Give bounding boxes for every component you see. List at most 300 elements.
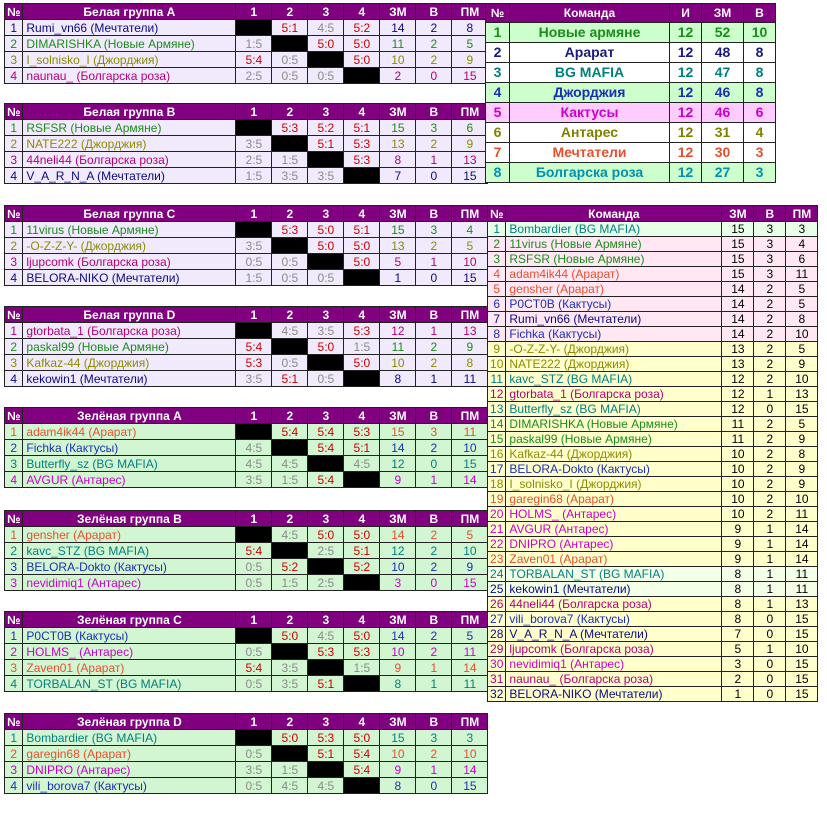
player-name: kavc_STZ (BG MAFIA) <box>506 372 722 387</box>
score-cell: 5:4 <box>308 472 344 488</box>
header-zm: ЗМ <box>380 714 416 730</box>
pm-cell: 9 <box>786 477 818 492</box>
header-team: Команда <box>506 206 722 222</box>
group-title: Белая группа D <box>23 307 236 323</box>
rank-number: 2 <box>488 237 506 252</box>
row-number: 3 <box>5 355 23 371</box>
pm-cell: 10 <box>786 492 818 507</box>
pm-cell: 15 <box>452 778 488 794</box>
pm-cell: 10 <box>452 746 488 762</box>
self-cell <box>272 339 308 355</box>
pm-cell: 15 <box>786 672 818 687</box>
player-name: kekowin1 (Мечтатели) <box>23 371 236 387</box>
header-pm: ПМ <box>452 206 488 222</box>
v-cell: 0 <box>754 657 786 672</box>
rank-number: 23 <box>488 552 506 567</box>
header-num: № <box>5 104 23 120</box>
v-cell: 3 <box>416 120 452 136</box>
player-name: Butterfly_sz (BG MAFIA) <box>23 456 236 472</box>
row-number: 1 <box>5 120 23 136</box>
rank-number: 32 <box>488 687 506 702</box>
score-cell: 3:5 <box>272 168 308 184</box>
score-cell: 3:5 <box>236 472 272 488</box>
pm-cell: 14 <box>452 660 488 676</box>
header-zm: ЗМ <box>380 511 416 527</box>
player-name: paskal99 (Новые Армяне) <box>23 339 236 355</box>
self-cell <box>308 762 344 778</box>
score-cell: 5:0 <box>344 238 380 254</box>
table-row <box>5 68 488 84</box>
player-name: V_A_R_N_A (Мечтатели) <box>506 627 722 642</box>
v-cell: 1 <box>416 676 452 692</box>
player-name: AVGUR (Антарес) <box>506 522 722 537</box>
score-cell: 5:1 <box>308 676 344 692</box>
table-row <box>5 323 488 339</box>
score-cell: 4:5 <box>272 527 308 543</box>
header-i: И <box>670 4 702 23</box>
pm-cell: 14 <box>452 472 488 488</box>
zm-cell: 8 <box>722 612 754 627</box>
rank-number: 16 <box>488 447 506 462</box>
v-cell: 3 <box>754 237 786 252</box>
team-zm: 46 <box>702 83 744 103</box>
table-row <box>488 357 818 372</box>
table-row <box>488 522 818 537</box>
team-zm: 31 <box>702 123 744 143</box>
v-cell: 2 <box>416 339 452 355</box>
row-number: 2 <box>5 746 23 762</box>
self-cell <box>344 778 380 794</box>
row-number: 3 <box>5 575 23 591</box>
score-cell: 5:2 <box>272 559 308 575</box>
pm-cell: 11 <box>786 582 818 597</box>
table-row <box>5 20 488 36</box>
row-number: 3 <box>5 52 23 68</box>
player-name: naunau_ (Болгарска роза) <box>506 672 722 687</box>
group-table <box>4 205 488 286</box>
table-row <box>5 456 488 472</box>
team-zm: 47 <box>702 63 744 83</box>
zm-cell: 8 <box>380 676 416 692</box>
score-cell: 4:5 <box>308 778 344 794</box>
player-name: naunau_ (Болгарска роза) <box>23 68 236 84</box>
self-cell <box>344 676 380 692</box>
v-cell: 2 <box>754 417 786 432</box>
header-col-2: 2 <box>272 612 308 628</box>
zm-cell: 5 <box>722 642 754 657</box>
header-col-4: 4 <box>344 307 380 323</box>
zm-cell: 15 <box>380 120 416 136</box>
table-row <box>5 339 488 355</box>
table-row <box>5 676 488 692</box>
header-col-1: 1 <box>236 307 272 323</box>
zm-cell: 1 <box>380 270 416 286</box>
row-number: 2 <box>5 543 23 559</box>
zm-cell: 11 <box>722 417 754 432</box>
rank-number: 19 <box>488 492 506 507</box>
pm-cell: 9 <box>786 462 818 477</box>
pm-cell: 5 <box>786 342 818 357</box>
v-cell: 0 <box>416 168 452 184</box>
score-cell: 5:3 <box>272 120 308 136</box>
rank-number: 8 <box>488 327 506 342</box>
score-cell: 5:2 <box>308 120 344 136</box>
score-cell: 5:1 <box>344 222 380 238</box>
header-col-1: 1 <box>236 4 272 20</box>
row-number: 3 <box>5 660 23 676</box>
group-table <box>4 713 488 794</box>
v-cell: 1 <box>754 522 786 537</box>
zm-cell: 2 <box>380 68 416 84</box>
zm-cell: 8 <box>380 152 416 168</box>
pm-cell: 9 <box>452 559 488 575</box>
player-name: Butterfly_sz (BG MAFIA) <box>506 402 722 417</box>
v-cell: 2 <box>754 312 786 327</box>
pm-cell: 15 <box>452 270 488 286</box>
pm-cell: 13 <box>786 387 818 402</box>
table-row <box>5 238 488 254</box>
pm-cell: 5 <box>786 297 818 312</box>
zm-cell: 10 <box>722 492 754 507</box>
pm-cell: 4 <box>786 237 818 252</box>
header-pm: ПМ <box>452 104 488 120</box>
team-name: Джорджия <box>510 83 670 103</box>
score-cell: 1:5 <box>236 270 272 286</box>
team-v: 6 <box>744 103 776 123</box>
self-cell <box>344 168 380 184</box>
pm-cell: 9 <box>452 52 488 68</box>
pm-cell: 13 <box>786 597 818 612</box>
rank-number: 1 <box>488 222 506 237</box>
table-row <box>488 582 818 597</box>
team-rank: 8 <box>486 163 510 183</box>
zm-cell: 12 <box>380 456 416 472</box>
rank-number: 4 <box>488 267 506 282</box>
pm-cell: 15 <box>786 657 818 672</box>
header-v: В <box>416 206 452 222</box>
table-row <box>5 762 488 778</box>
score-cell: 0:5 <box>272 270 308 286</box>
zm-cell: 12 <box>722 402 754 417</box>
zm-cell: 10 <box>380 52 416 68</box>
header-pm: ПМ <box>452 4 488 20</box>
header-col-4: 4 <box>344 714 380 730</box>
player-name: BELORA-NIKO (Мечтатели) <box>23 270 236 286</box>
player-name: I_solnisko_I (Джорджия) <box>506 477 722 492</box>
zm-cell: 15 <box>380 730 416 746</box>
table-row <box>5 746 488 762</box>
player-name: AVGUR (Антарес) <box>23 472 236 488</box>
player-name: P0CT0B (Кактусы) <box>23 628 236 644</box>
score-cell: 5:0 <box>272 730 308 746</box>
rank-number: 5 <box>488 282 506 297</box>
header-zm: ЗМ <box>380 4 416 20</box>
score-cell: 0:5 <box>236 746 272 762</box>
v-cell: 2 <box>754 297 786 312</box>
header-num: № <box>486 4 510 23</box>
header-col-2: 2 <box>272 206 308 222</box>
team-rank: 4 <box>486 83 510 103</box>
zm-cell: 10 <box>380 355 416 371</box>
player-name: -O-Z-Z-Y- (Джорджия) <box>506 342 722 357</box>
header-num: № <box>5 408 23 424</box>
v-cell: 2 <box>754 432 786 447</box>
player-name: 44neli44 (Болгарска роза) <box>23 152 236 168</box>
score-cell: 1:5 <box>236 168 272 184</box>
zm-cell: 10 <box>722 477 754 492</box>
team-row <box>486 23 776 43</box>
score-cell: 5:4 <box>236 660 272 676</box>
player-name: vili_borova7 (Кактусы) <box>506 612 722 627</box>
v-cell: 2 <box>754 372 786 387</box>
zm-cell: 3 <box>380 575 416 591</box>
team-header-row <box>486 4 776 23</box>
table-row <box>5 120 488 136</box>
score-cell: 5:2 <box>344 20 380 36</box>
team-row <box>486 163 776 183</box>
table-row <box>488 222 818 237</box>
zm-cell: 14 <box>380 628 416 644</box>
row-number: 3 <box>5 152 23 168</box>
zm-cell: 11 <box>380 339 416 355</box>
score-cell: 5:4 <box>236 543 272 559</box>
player-name: adam4ik44 (Арарат) <box>23 424 236 440</box>
score-cell: 3:5 <box>236 136 272 152</box>
pm-cell: 3 <box>452 730 488 746</box>
player-name: adam4ik44 (Арарат) <box>506 267 722 282</box>
player-name: vili_borova7 (Кактусы) <box>23 778 236 794</box>
score-cell: 5:2 <box>344 559 380 575</box>
rank-number: 27 <box>488 612 506 627</box>
header-v: В <box>416 307 452 323</box>
player-name: ljupcomk (Болгарска роза) <box>23 254 236 270</box>
self-cell <box>272 440 308 456</box>
table-row <box>488 477 818 492</box>
header-col-3: 3 <box>308 612 344 628</box>
pm-cell: 10 <box>786 327 818 342</box>
score-cell: 5:0 <box>344 254 380 270</box>
score-cell: 5:1 <box>344 543 380 559</box>
header-zm: ЗМ <box>380 206 416 222</box>
table-row <box>488 627 818 642</box>
player-name: BELORA-Dokto (Кактусы) <box>23 559 236 575</box>
team-games: 12 <box>670 103 702 123</box>
table-row <box>488 507 818 522</box>
pm-cell: 11 <box>786 567 818 582</box>
row-number: 1 <box>5 424 23 440</box>
table-row <box>488 297 818 312</box>
v-cell: 2 <box>416 559 452 575</box>
self-cell <box>236 628 272 644</box>
score-cell: 1:5 <box>236 36 272 52</box>
header-col-3: 3 <box>308 104 344 120</box>
header-col-2: 2 <box>272 307 308 323</box>
score-cell: 5:0 <box>308 527 344 543</box>
self-cell <box>344 575 380 591</box>
pm-cell: 8 <box>452 20 488 36</box>
row-number: 3 <box>5 559 23 575</box>
pm-cell: 11 <box>452 644 488 660</box>
group-header-row <box>5 408 488 424</box>
table-row <box>488 342 818 357</box>
table-row <box>5 371 488 387</box>
team-rank: 5 <box>486 103 510 123</box>
score-cell: 5:4 <box>236 52 272 68</box>
group-title: Зелёная группа C <box>23 612 236 628</box>
group-table <box>4 103 488 184</box>
player-name: I_solnisko_I (Джорджия) <box>23 52 236 68</box>
zm-cell: 14 <box>722 282 754 297</box>
v-cell: 2 <box>416 628 452 644</box>
group-table <box>4 510 488 591</box>
rank-number: 6 <box>488 297 506 312</box>
zm-cell: 13 <box>380 238 416 254</box>
rank-number: 15 <box>488 432 506 447</box>
self-cell <box>344 270 380 286</box>
player-name: garegin68 (Арарат) <box>506 492 722 507</box>
pm-cell: 10 <box>786 642 818 657</box>
score-cell: 5:3 <box>236 355 272 371</box>
score-cell: 1:5 <box>272 575 308 591</box>
pm-cell: 11 <box>452 371 488 387</box>
team-games: 12 <box>670 63 702 83</box>
score-cell: 2:5 <box>236 152 272 168</box>
row-number: 2 <box>5 644 23 660</box>
score-cell: 0:5 <box>272 68 308 84</box>
pm-cell: 15 <box>452 168 488 184</box>
zm-cell: 7 <box>380 168 416 184</box>
zm-cell: 9 <box>380 762 416 778</box>
v-cell: 2 <box>416 36 452 52</box>
score-cell: 1:5 <box>272 152 308 168</box>
score-cell: 5:0 <box>344 730 380 746</box>
group-header-row <box>5 104 488 120</box>
pm-cell: 5 <box>452 36 488 52</box>
score-cell: 3:5 <box>236 238 272 254</box>
self-cell <box>308 52 344 68</box>
row-number: 1 <box>5 527 23 543</box>
table-row <box>5 628 488 644</box>
table-row <box>488 417 818 432</box>
v-cell: 0 <box>416 456 452 472</box>
score-cell: 5:4 <box>272 424 308 440</box>
score-cell: 5:3 <box>344 644 380 660</box>
zm-cell: 12 <box>722 387 754 402</box>
pm-cell: 14 <box>786 537 818 552</box>
group-table <box>4 306 488 387</box>
rank-number: 28 <box>488 627 506 642</box>
self-cell <box>308 254 344 270</box>
header-col-3: 3 <box>308 4 344 20</box>
rank-number: 10 <box>488 357 506 372</box>
player-name: NATE222 (Джорджия) <box>506 357 722 372</box>
team-row <box>486 43 776 63</box>
score-cell: 0:5 <box>236 254 272 270</box>
team-games: 12 <box>670 123 702 143</box>
table-row <box>5 36 488 52</box>
v-cell: 0 <box>416 68 452 84</box>
player-name: BELORA-NIKO (Мечтатели) <box>506 687 722 702</box>
score-cell: 5:3 <box>308 730 344 746</box>
v-cell: 2 <box>416 543 452 559</box>
zm-cell: 10 <box>722 447 754 462</box>
row-number: 3 <box>5 456 23 472</box>
pm-cell: 13 <box>452 323 488 339</box>
team-name: Арарат <box>510 43 670 63</box>
score-cell: 4:5 <box>272 323 308 339</box>
zm-cell: 13 <box>380 136 416 152</box>
self-cell <box>308 355 344 371</box>
table-row <box>488 492 818 507</box>
player-name: Bombardier (BG MAFIA) <box>23 730 236 746</box>
pm-cell: 8 <box>786 312 818 327</box>
header-team: Команда <box>510 4 670 23</box>
player-name: Zaven01 (Арарат) <box>506 552 722 567</box>
score-cell: 5:4 <box>236 339 272 355</box>
header-col-4: 4 <box>344 612 380 628</box>
zm-cell: 8 <box>722 597 754 612</box>
zm-cell: 14 <box>722 297 754 312</box>
header-pm: ПМ <box>452 408 488 424</box>
pm-cell: 11 <box>452 424 488 440</box>
v-cell: 3 <box>754 252 786 267</box>
header-v: В <box>416 511 452 527</box>
header-col-4: 4 <box>344 408 380 424</box>
player-name: Kafkaz-44 (Джорджия) <box>506 447 722 462</box>
zm-cell: 8 <box>380 371 416 387</box>
player-name: nevidimiq1 (Антарес) <box>506 657 722 672</box>
score-cell: 1:5 <box>344 660 380 676</box>
player-name: V_A_R_N_A (Мечтатели) <box>23 168 236 184</box>
group-title: Зелёная группа D <box>23 714 236 730</box>
group-table <box>4 3 488 84</box>
pm-cell: 10 <box>786 372 818 387</box>
group-title: Белая группа B <box>23 104 236 120</box>
score-cell: 5:0 <box>308 238 344 254</box>
pm-cell: 15 <box>452 456 488 472</box>
score-cell: 5:3 <box>308 644 344 660</box>
self-cell <box>308 559 344 575</box>
row-number: 1 <box>5 628 23 644</box>
header-num: № <box>488 206 506 222</box>
v-cell: 2 <box>754 342 786 357</box>
v-cell: 2 <box>416 238 452 254</box>
row-number: 1 <box>5 222 23 238</box>
group-title: Белая группа A <box>23 4 236 20</box>
pm-cell: 15 <box>452 575 488 591</box>
zm-cell: 9 <box>722 552 754 567</box>
team-v: 8 <box>744 83 776 103</box>
score-cell: 4:5 <box>236 456 272 472</box>
rank-number: 26 <box>488 597 506 612</box>
player-name: P0CT0B (Кактусы) <box>506 297 722 312</box>
rank-number: 31 <box>488 672 506 687</box>
v-cell: 2 <box>416 644 452 660</box>
score-cell: 5:0 <box>308 222 344 238</box>
v-cell: 2 <box>416 527 452 543</box>
team-games: 12 <box>670 83 702 103</box>
pm-cell: 4 <box>452 222 488 238</box>
rank-number: 7 <box>488 312 506 327</box>
team-v: 10 <box>744 23 776 43</box>
header-zm: ЗМ <box>380 612 416 628</box>
rank-number: 13 <box>488 402 506 417</box>
v-cell: 1 <box>754 582 786 597</box>
pm-cell: 5 <box>452 628 488 644</box>
header-zm: ЗМ <box>722 206 754 222</box>
v-cell: 1 <box>754 387 786 402</box>
v-cell: 3 <box>416 222 452 238</box>
